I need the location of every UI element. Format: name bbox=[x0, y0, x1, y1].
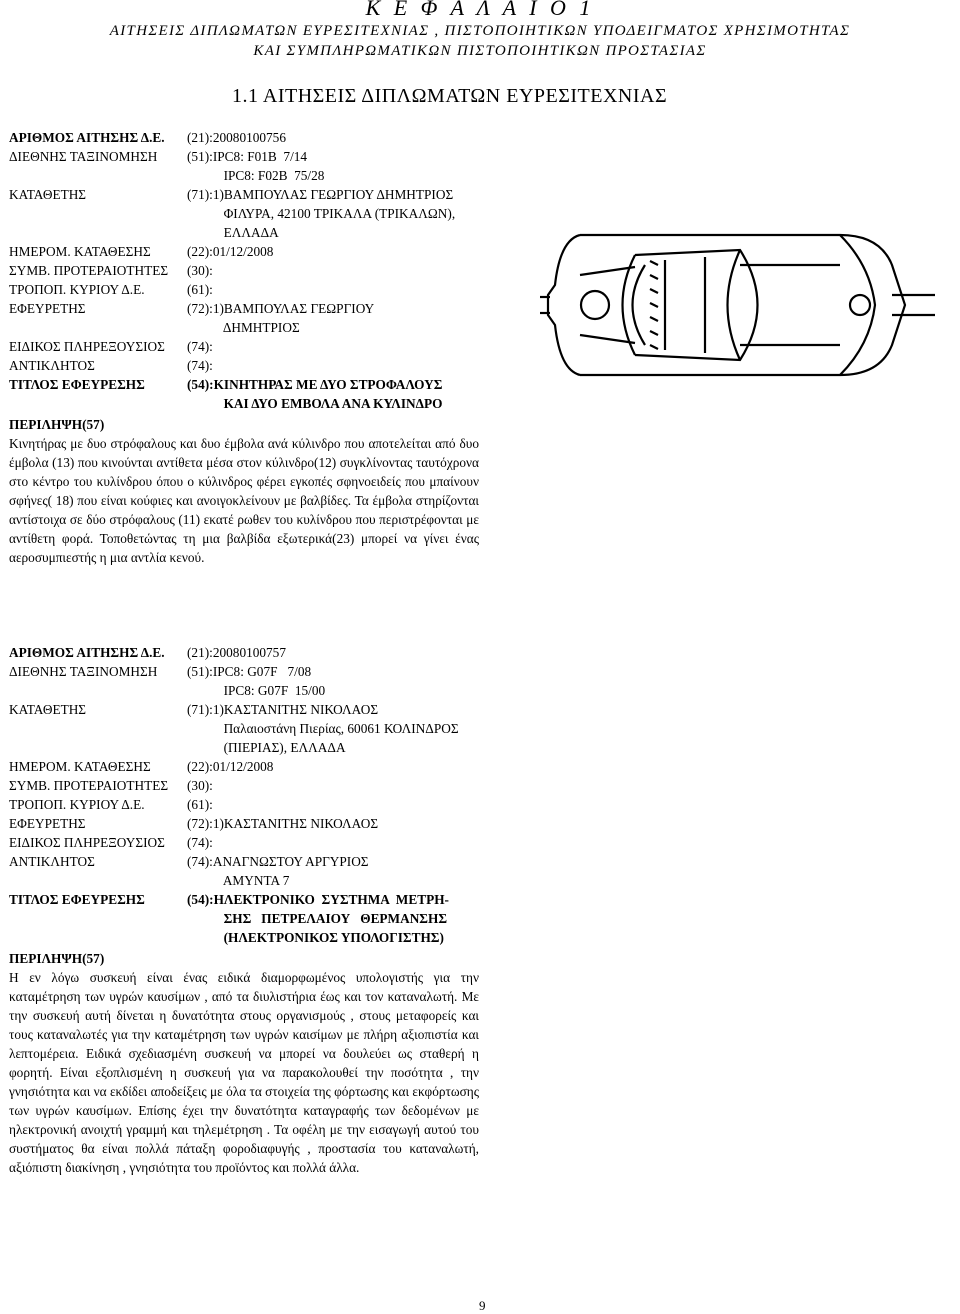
field-value-line: (51):IPC8: F01B 7/14 bbox=[187, 149, 308, 164]
chapter-subtitle-line1: ΑΙΤΗΣΕΙΣ ΔΙΠΛΩΜΑΤΩΝ ΕΥΡΕΣΙΤΕΧΝΙΑΣ , ΠΙΣΤΟΠΟΙΗΤΙΚΩΝ ΥΠΟΔΕΙΓΜΑΤΟΣ ΧΡΗΣΙΜΟΤΗΤΑΣ bbox=[109, 23, 851, 39]
field-value bbox=[187, 890, 479, 947]
field-row bbox=[9, 852, 479, 890]
field-value-line: (51):IPC8: G07F 7/08 bbox=[187, 664, 312, 679]
field-value-line: ΣΗΣ ΠΕΤΡΕΛΑΙΟΥ ΘΕΡΜΑΝΣΗΣ bbox=[187, 911, 448, 926]
field-value-line: (21):20080100756 bbox=[187, 130, 286, 145]
abstract-heading: ΠΕΡΙΛΗΨΗ(57) bbox=[9, 417, 105, 432]
field-label: ΑΡΙΘΜΟΣ ΑΙΤΗΣΗΣ Δ.Ε. bbox=[9, 130, 165, 145]
field-label: ΔΙΕΘΝΗΣ ΤΑΞΙΝΟΜΗΣΗ bbox=[9, 149, 158, 164]
field-row bbox=[9, 299, 479, 337]
field-value-line: IPC8: G07F 15/00 bbox=[187, 683, 326, 698]
field-value-line: ΚΑΙ ΔΥΟ ΕΜΒΟΛΑ ΑΝΑ ΚΥΛΙΝΔΡΟ bbox=[187, 396, 443, 411]
field-value bbox=[187, 299, 479, 337]
field-value-line: (74): bbox=[187, 358, 213, 373]
field-value-line: Παλαιοστάνη Πιερίας, 60061 ΚΟΛΙΝΔΡΟΣ bbox=[187, 721, 459, 736]
field-label: ΕΦΕΥΡΕΤΗΣ bbox=[9, 816, 86, 831]
field-row bbox=[9, 814, 479, 833]
field-row bbox=[9, 643, 479, 662]
field-label: ΤΡΟΠΟΠ. ΚΥΡΙΟΥ Δ.Ε. bbox=[9, 797, 145, 812]
field-row bbox=[9, 356, 479, 375]
field-value-line: ΔΗΜΗΤΡΙΟΣ bbox=[187, 320, 300, 335]
field-value-line: (ΠΙΕΡΙΑΣ), ΕΛΛΑΔΑ bbox=[187, 740, 346, 755]
field-row bbox=[9, 833, 479, 852]
field-label: ΕΦΕΥΡΕΤΗΣ bbox=[9, 301, 86, 316]
field-value bbox=[187, 185, 479, 242]
page-number: 9 bbox=[479, 1298, 486, 1313]
field-row bbox=[9, 700, 479, 757]
field-value bbox=[187, 375, 479, 413]
field-value-line: (74):ΑΝΑΓΝΩΣΤΟΥ ΑΡΓΥΡΙΟΣ bbox=[187, 854, 369, 869]
field-value-line: (61): bbox=[187, 282, 213, 297]
field-value-line: (22):01/12/2008 bbox=[187, 759, 274, 774]
field-row bbox=[9, 795, 479, 814]
field-value bbox=[187, 662, 479, 700]
field-value-line: (61): bbox=[187, 797, 213, 812]
field-label: ΑΡΙΘΜΟΣ ΑΙΤΗΣΗΣ Δ.Ε. bbox=[9, 645, 165, 660]
patent-record-2 bbox=[9, 643, 479, 1177]
field-value-line: (30): bbox=[187, 263, 213, 278]
patent-record-1 bbox=[9, 128, 479, 567]
field-value bbox=[187, 261, 479, 280]
field-row bbox=[9, 662, 479, 700]
field-value-line: (54):ΗΛΕΚΤΡΟΝΙΚΟ ΣΥΣΤΗΜΑ ΜΕΤΡΗ- bbox=[187, 892, 449, 907]
field-row bbox=[9, 776, 479, 795]
field-value bbox=[187, 700, 479, 757]
field-label: ΣΥΜΒ. ΠΡΟΤΕΡΑΙΟΤΗΤΕΣ bbox=[9, 263, 169, 278]
field-label: ΤΙΤΛΟΣ ΕΦΕΥΡΕΣΗΣ bbox=[9, 892, 145, 907]
field-value-line: ΑΜΥΝΤΑ 7 bbox=[187, 873, 290, 888]
field-label: ΗΜΕΡΟΜ. ΚΑΤΑΘΕΣΗΣ bbox=[9, 759, 151, 774]
field-label: ΗΜΕΡΟΜ. ΚΑΤΑΘΕΣΗΣ bbox=[9, 244, 151, 259]
field-value-line: (74): bbox=[187, 835, 213, 850]
field-label: ΤΙΤΛΟΣ ΕΦΕΥΡΕΣΗΣ bbox=[9, 377, 145, 392]
abstract-text: Κινητήρας με δυο στρόφαλους και δυο έμβολα ανά κύλινδρο που αποτελείται από δυο έμβολα (13) που κινούνται αντίθετα μέσα στον κύλινδρο(12) συγκλίνοντας ταυτόχρονα στο κέντρο του κυλίνδρου όπου ο κύλινδρος φέρει εγκοπές σφηνοειδείς που μπαίνουν σφήνες( 18) που είναι κούφιες και ανοιγοκλείνουν με βαλβίδες. Τα έμβολα στηρίζονται αντίστοιχα σε δύο στρόφαλους (11) εκατέ ρωθεν του κυλίνδρου που περιστρέφονται με αντίθετη φορά. Τοποθετώντας τη μια βαλβίδα εξωτερικά(23) μπορεί να γίνει ένας αεροσυμπιεστής η μια αντλία κενού. bbox=[9, 436, 479, 565]
field-value bbox=[187, 814, 479, 833]
field-row bbox=[9, 890, 479, 947]
field-label: ΚΑΤΑΘΕΤΗΣ bbox=[9, 187, 87, 202]
field-row bbox=[9, 337, 479, 356]
field-value-line: (71):1)ΒΑΜΠΟΥΛΑΣ ΓΕΩΡΓΙΟΥ ΔΗΜΗΤΡΙΟΣ bbox=[187, 187, 454, 202]
field-value bbox=[187, 356, 479, 375]
field-value-line: (71):1)ΚΑΣΤΑΝΙΤΗΣ ΝΙΚΟΛΑΟΣ bbox=[187, 702, 379, 717]
field-label: ΔΙΕΘΝΗΣ ΤΑΞΙΝΟΜΗΣΗ bbox=[9, 664, 158, 679]
field-row bbox=[9, 375, 479, 413]
field-value bbox=[187, 280, 479, 299]
chapter-title: Κ Ε Φ Α Λ Α Ι Ο 1 bbox=[365, 0, 595, 20]
field-value-line: (72):1)ΒΑΜΠΟΥΛΑΣ ΓΕΩΡΓΙΟΥ bbox=[187, 301, 375, 316]
chapter-subtitle-line2: ΚΑΙ ΣΥΜΠΛΗΡΩΜΑΤΙΚΩΝ ΠΙΣΤΟΠΟΙΗΤΙΚΩΝ ΠΡΟΣΤΑΣΙΑΣ bbox=[253, 43, 707, 59]
field-value-line: ΕΛΛΑΔΑ bbox=[187, 225, 279, 240]
field-value bbox=[187, 337, 479, 356]
field-label: ΑΝΤΙΚΛΗΤΟΣ bbox=[9, 854, 95, 869]
field-value-line: ΦΙΛΥΡΑ, 42100 ΤΡΙΚΑΛΑ (ΤΡΙΚΑΛΩΝ), bbox=[187, 206, 456, 221]
field-value-line: (54):ΚΙΝΗΤΗΡΑΣ ΜΕ ΔΥΟ ΣΤΡΟΦΑΛΟΥΣ bbox=[187, 377, 443, 392]
field-value bbox=[187, 852, 479, 890]
field-label: ΑΝΤΙΚΛΗΤΟΣ bbox=[9, 358, 95, 373]
field-label: ΕΙΔΙΚΟΣ ΠΛΗΡΕΞΟΥΣΙΟΣ bbox=[9, 339, 165, 354]
field-row bbox=[9, 280, 479, 299]
field-value bbox=[187, 643, 479, 662]
field-value bbox=[187, 795, 479, 814]
field-row bbox=[9, 261, 479, 280]
field-row bbox=[9, 147, 479, 185]
field-value bbox=[187, 833, 479, 852]
field-value bbox=[187, 242, 479, 261]
field-value-line: IPC8: F02B 75/28 bbox=[187, 168, 325, 183]
field-row bbox=[9, 242, 479, 261]
abstract-heading: ΠΕΡΙΛΗΨΗ(57) bbox=[9, 951, 105, 966]
field-value-line: (ΗΛΕΚΤΡΟΝΙΚΟΣ ΥΠΟΛΟΓΙΣΤΗΣ) bbox=[187, 930, 444, 945]
patent-drawing bbox=[540, 195, 935, 415]
field-row bbox=[9, 128, 479, 147]
field-row bbox=[9, 185, 479, 242]
field-value-line: (72):1)ΚΑΣΤΑΝΙΤΗΣ ΝΙΚΟΛΑΟΣ bbox=[187, 816, 379, 831]
field-value-line: (30): bbox=[187, 778, 213, 793]
field-value bbox=[187, 128, 479, 147]
abstract-text: Η εν λόγω συσκευή είναι ένας ειδικά διαμορφωμένος υπολογιστής για την καταμέτρηση των υγρών καυσίμων , από τα διυλιστήρια έως και τον καταναλωτή. Με την συσκευή αυτή δίνεται η δυνατότητα στους οργανισμούς , στους μεταφορείς και τους καταναλωτές για την καταμέτρηση των υγρών καισίμων με πλήρη αξιοπιστία και λεπτομέρεια. Ειδικά σχεδιασμένη συσκευή να μπορεί να δουλεύει ως σταθερή η φορητή. Είναι εξοπλισμένη η συσκευή για να παρακολουθεί την ποσότητα , την γνησιότητα και να εκδίδει αποδείξεις με όλα τα στοιχεία της φόρτωσης και εκφόρτωσης των υγρών καυσίμων. Επίσης έχει την δυνατότητα καταγραφής των δεδομένων με ηλεκτρονική ανοιχτή γραμμή και τηλεμέτρηση . Τα οφέλη με την εισαγωγή αυτού του συστήματος θα είναι πολλά πάταξη φοροδιαφυγής , προστασία του καταναλωτή, αξιόπιστη διακίνηση , γνησιότητα του προϊόντος και πολλά άλλα. bbox=[9, 970, 479, 1175]
field-value-line: (74): bbox=[187, 339, 213, 354]
field-label: ΣΥΜΒ. ΠΡΟΤΕΡΑΙΟΤΗΤΕΣ bbox=[9, 778, 169, 793]
field-value bbox=[187, 147, 479, 185]
field-value-line: (22):01/12/2008 bbox=[187, 244, 274, 259]
section-title: 1.1 ΑΙΤΗΣΕΙΣ ΔΙΠΛΩΜΑΤΩΝ ΕΥΡΕΣΙΤΕΧΝΙΑΣ bbox=[232, 85, 668, 107]
field-value bbox=[187, 776, 479, 795]
field-value bbox=[187, 757, 479, 776]
field-label: ΕΙΔΙΚΟΣ ΠΛΗΡΕΞΟΥΣΙΟΣ bbox=[9, 835, 165, 850]
field-label: ΤΡΟΠΟΠ. ΚΥΡΙΟΥ Δ.Ε. bbox=[9, 282, 145, 297]
field-value-line: (21):20080100757 bbox=[187, 645, 286, 660]
field-row bbox=[9, 757, 479, 776]
field-label: ΚΑΤΑΘΕΤΗΣ bbox=[9, 702, 87, 717]
